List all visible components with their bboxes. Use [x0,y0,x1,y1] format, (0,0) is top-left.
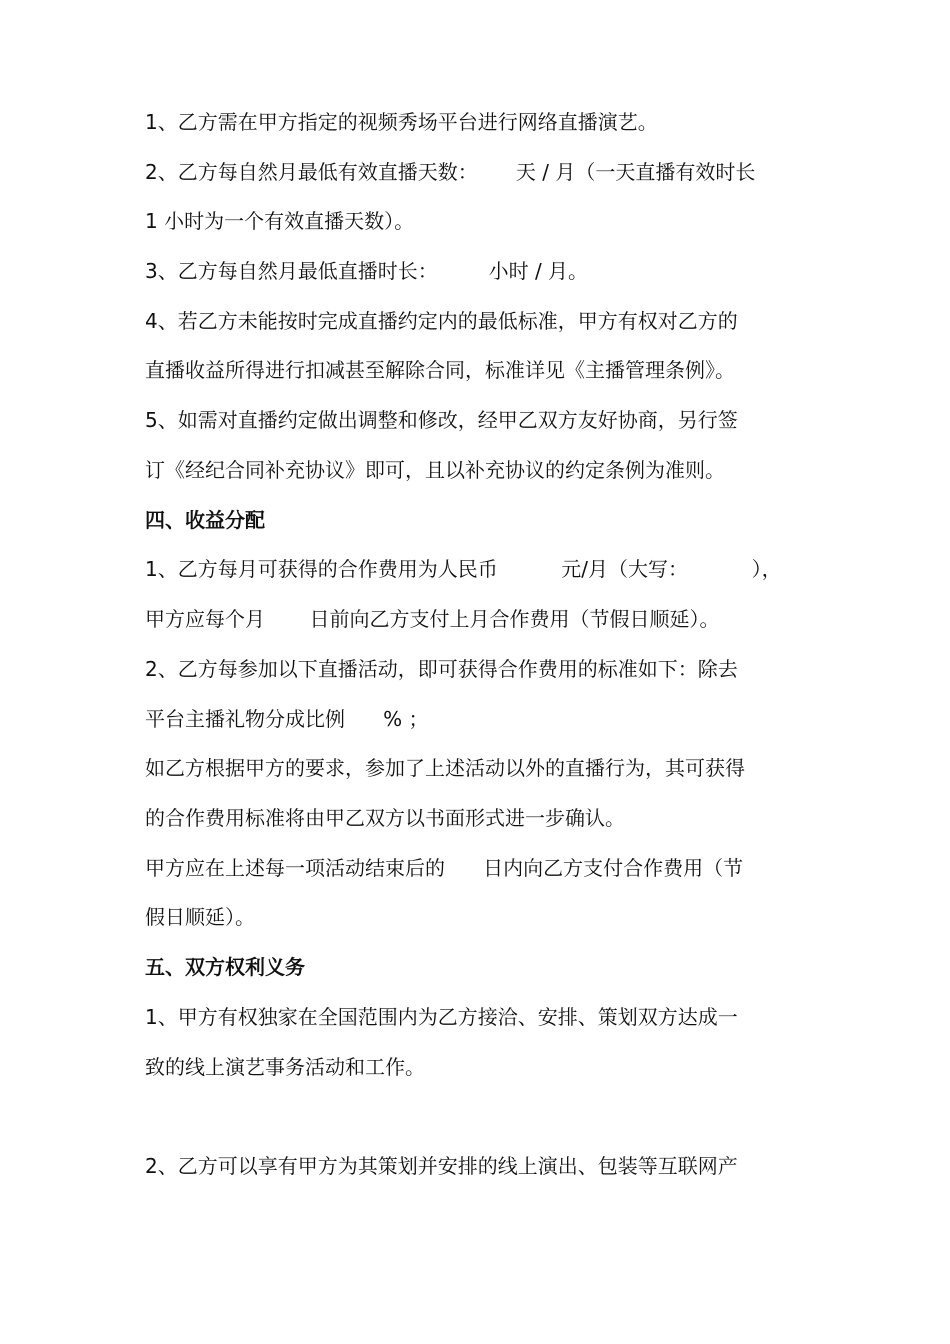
clause-3-2-line-2: 1 小时为一个有效直播天数）。 [145,209,415,233]
section-5-heading: 五、双方权利义务 [145,955,305,979]
clause-3-5-line-1: 5、如需对直播约定做出调整和修改，经甲乙双方友好协商，另行签 [145,408,738,432]
clause-4-1-line-2: 甲方应每个月 日前向乙方支付上月合作费用（节假日顺延）。 [145,607,720,631]
clause-4-paragraph-2-line-1: 如乙方根据甲方的要求，参加了上述活动以外的直播行为，其可获得 [145,756,745,780]
clause-3-4-line-1: 4、若乙方未能按时完成直播约定内的最低标准，甲方有权对乙方的 [145,309,738,333]
clause-4-2-line-1: 2、乙方每参加以下直播活动，即可获得合作费用的标准如下：除去 [145,657,738,681]
clause-3-4-line-2: 直播收益所得进行扣减甚至解除合同，标准详见《主播管理条例》。 [145,358,735,382]
clause-5-2-line-1: 2、乙方可以享有甲方为其策划并安排的线上演出、包装等互联网产 [145,1154,738,1178]
clause-3-5-line-2: 订《经纪合同补充协议》即可，且以补充协议的约定条例为准则。 [145,458,725,482]
clause-4-2-line-2: 平台主播礼物分成比例 % ； [145,707,429,731]
clause-4-paragraph-3-line-2: 假日顺延）。 [145,905,255,929]
clause-5-1-line-2: 致的线上演艺事务活动和工作。 [145,1055,425,1079]
clause-5-1-line-1: 1、甲方有权独家在全国范围内为乙方接洽、安排、策划双方达成一 [145,1005,738,1029]
section-4-heading: 四、收益分配 [145,508,265,532]
clause-4-1-line-1: 1、乙方每月可获得的合作费用为人民币 元/月（大写： ）， [145,557,782,581]
clause-4-paragraph-3-line-1: 甲方应在上述每一项活动结束后的 日内向乙方支付合作费用（节 [145,856,744,880]
clause-3-2-line-1: 2、乙方每自然月最低有效直播天数： 天 / 月（一天直播有效时长 [145,160,756,184]
clause-4-paragraph-2-line-2: 的合作费用标准将由甲乙双方以书面形式进一步确认。 [145,806,625,830]
clause-3-3: 3、乙方每自然月最低直播时长： 小时 / 月。 [145,259,589,283]
clause-3-1: 1、乙方需在甲方指定的视频秀场平台进行网络直播演艺。 [145,110,658,134]
